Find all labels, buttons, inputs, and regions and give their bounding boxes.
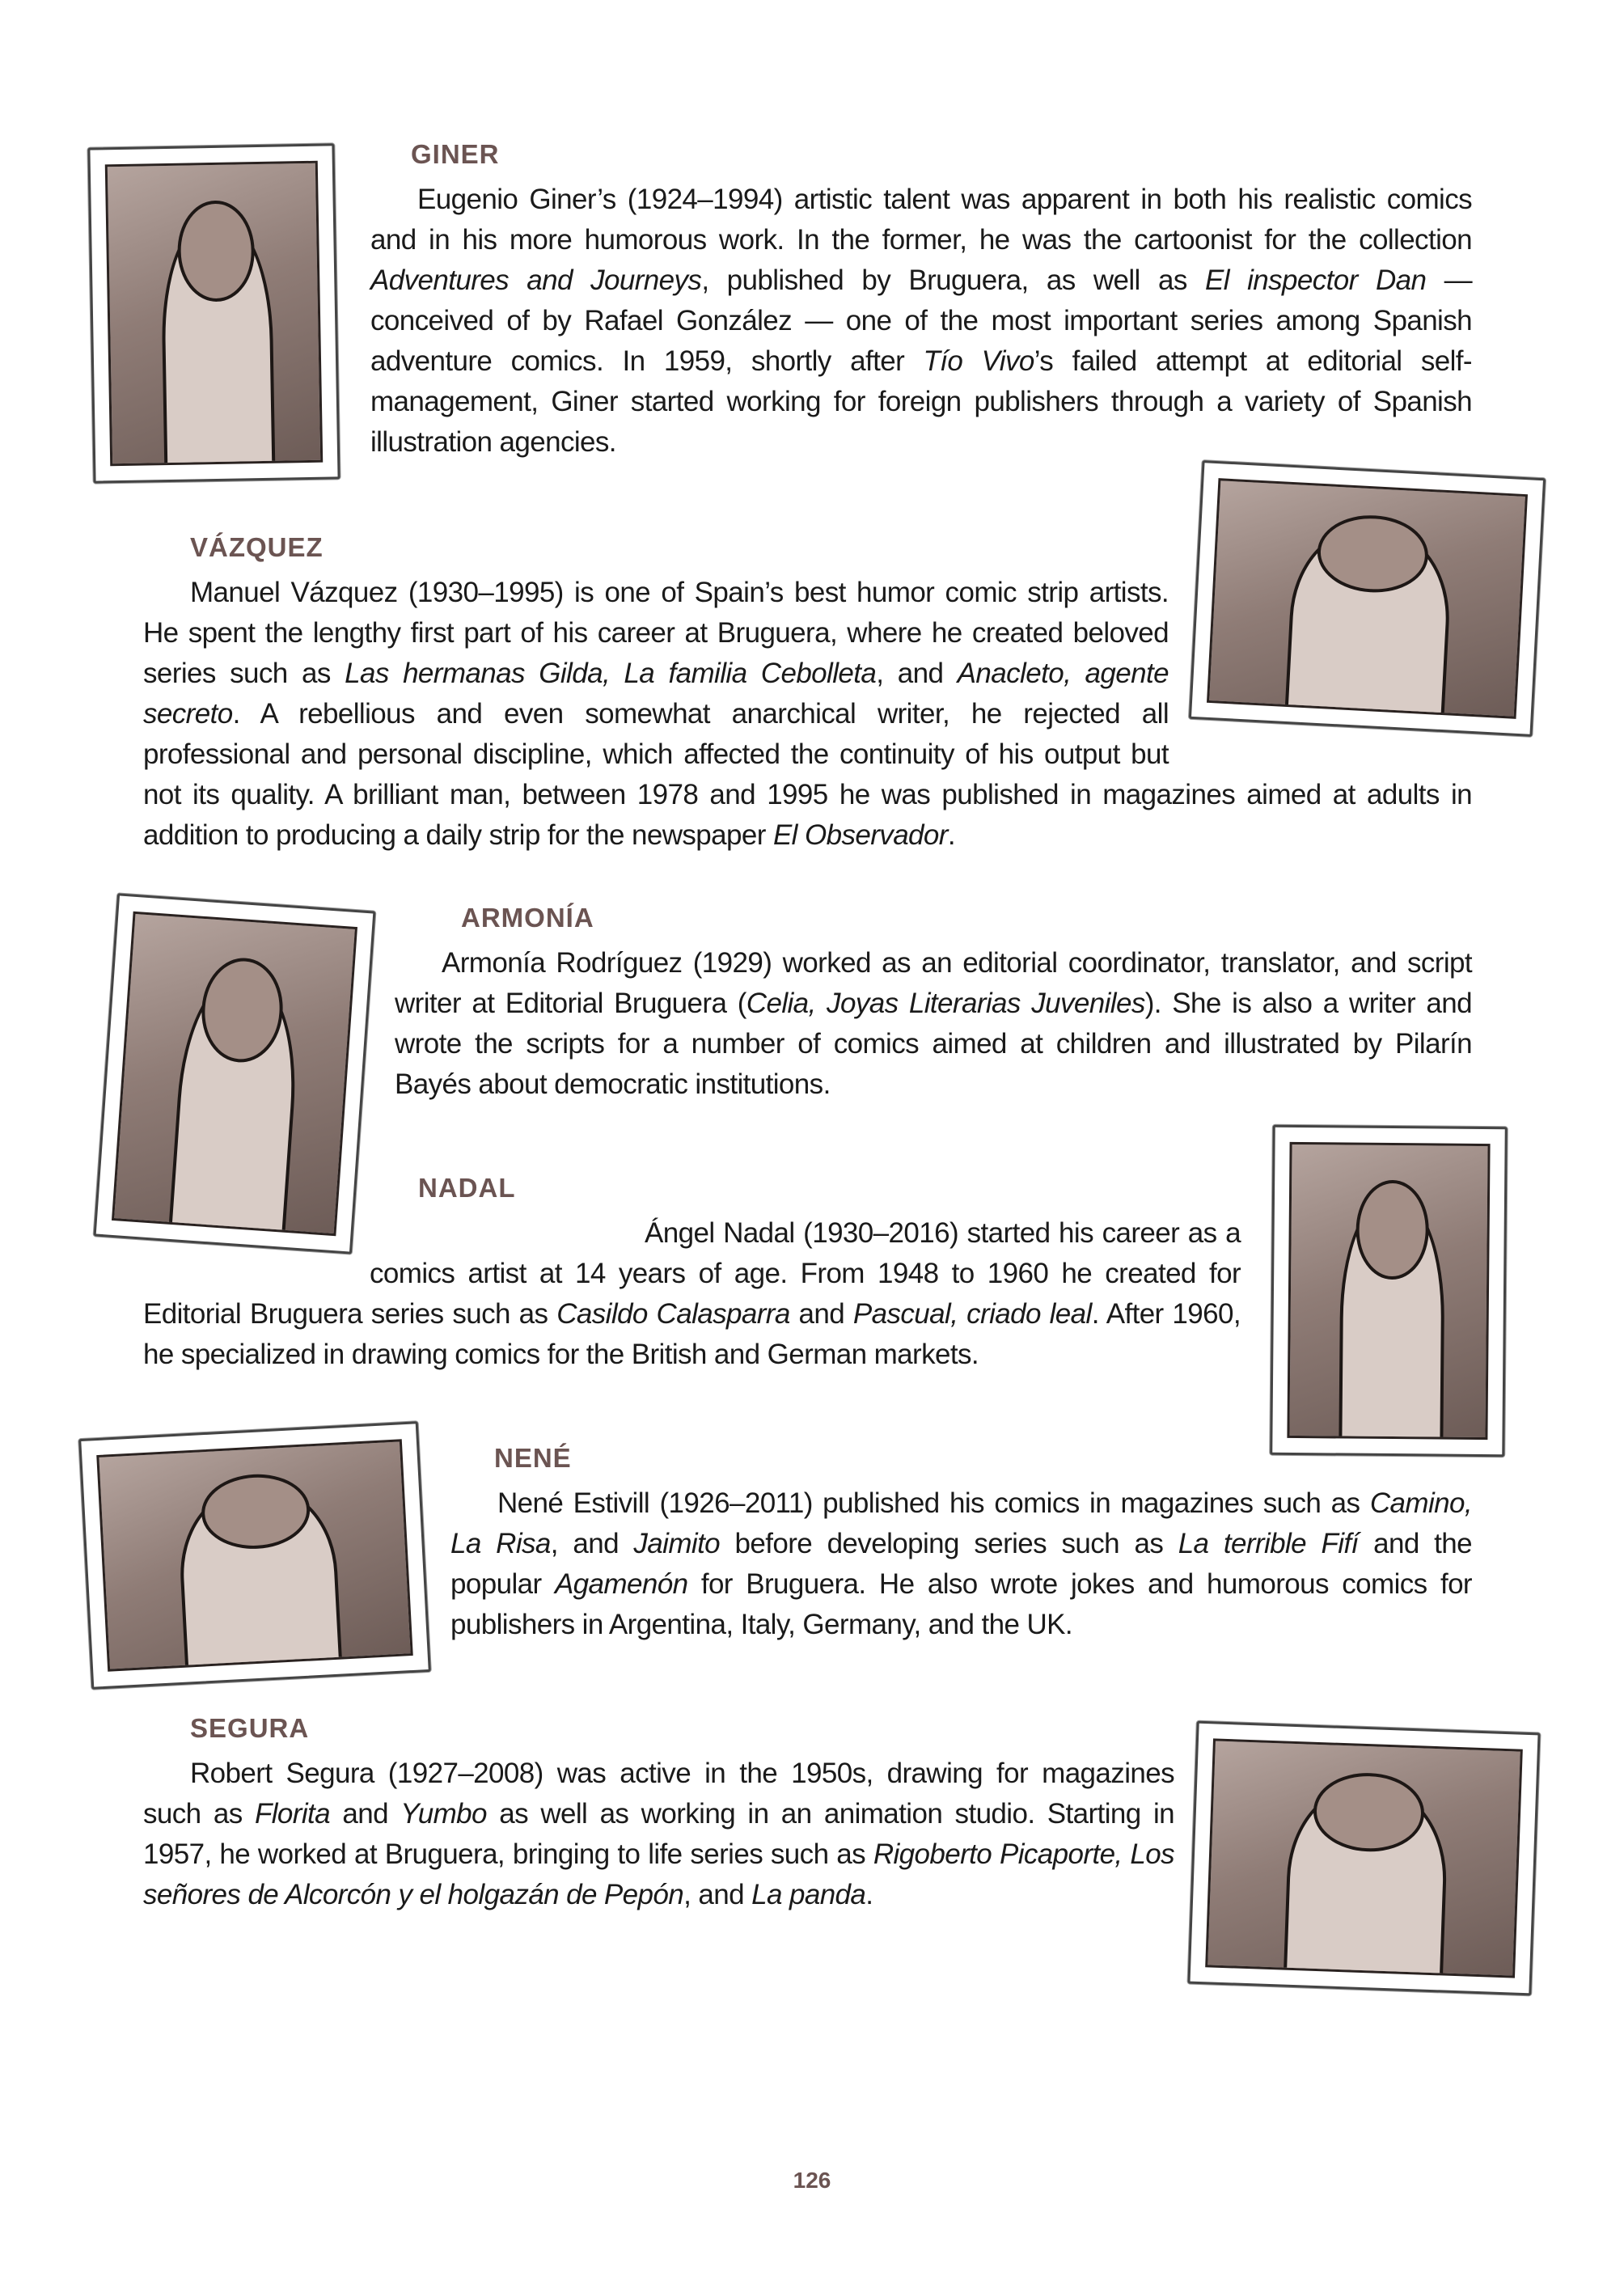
text-run: and <box>330 1798 401 1830</box>
text-run: . <box>865 1879 873 1910</box>
text-run: Manuel Vázquez (1930–1995) is one of Spain’s best humor comic strip artists. He spent the lengthy first part of his career at Bruguera, where he created beloved series such as <box>143 577 1169 689</box>
italic-title: Yumbo <box>400 1798 487 1830</box>
text-run: Eugenio Giner’s (1924–1994) artistic talent was apparent in both his realistic comics and in his more humorous work. In the former, he was the cartoonist for the collection <box>370 184 1472 256</box>
text-run: — conceived of by Rafael González — one of the most important series among Spanish adventure comics. In 1959, shortly after <box>370 264 1472 377</box>
text-run: ). She is also a writer and wrote the scripts for a number of comics aimed at children and illustrated by Pilarín Bayés about democratic institutions. <box>395 988 1472 1100</box>
section-segura <box>143 1713 1174 1915</box>
text-run: , and <box>550 1528 634 1559</box>
page-number: 126 <box>793 2168 831 2193</box>
italic-title: Anacleto, agente secreto <box>143 658 1169 730</box>
text-run: Ángel Nadal (1930–2016) started his career as a comics artist at 14 years of age. From 1948 to 1960 he created for Editorial Bruguera series such as <box>143 1217 1241 1330</box>
text-run: before developing series such as <box>720 1528 1178 1559</box>
italic-title: Tío Vivo <box>923 345 1034 377</box>
text-run: Armonía Rodríguez (1929) worked as an editorial coordinator, translator, and script writer at Editorial Bruguera ( <box>395 947 1472 1019</box>
italic-title: Pascual, criado leal <box>852 1298 1092 1330</box>
section-armonia <box>395 903 1472 1105</box>
photo-giner <box>87 143 340 483</box>
text-run: . After 1960, he specialized in drawing comics for the British and German markets. <box>143 1298 1241 1370</box>
section-paragraph <box>395 943 1472 1105</box>
italic-title: Camino, La Risa <box>450 1487 1472 1559</box>
italic-title: Florita <box>254 1798 331 1830</box>
section-heading: NADAL <box>418 1173 516 1203</box>
section-vazquez <box>143 532 1472 856</box>
section-nadal <box>143 1173 1241 1375</box>
text-run: Nené Estivill (1926–2011) published his comics in magazines such as <box>497 1487 1370 1519</box>
section-heading: SEGURA <box>190 1713 310 1743</box>
italic-title: Celia, Joyas Literarias Juveniles <box>746 988 1145 1019</box>
text-run: . <box>947 819 955 851</box>
section-heading: VÁZQUEZ <box>190 532 324 562</box>
text-run: and the popular <box>450 1528 1473 1600</box>
italic-title: Casildo Calasparra <box>556 1298 790 1330</box>
italic-title: Jaimito <box>633 1528 721 1559</box>
photo-nadal <box>1270 1125 1508 1457</box>
section-heading: ARMONÍA <box>461 903 594 933</box>
italic-title: Agamenón <box>554 1568 688 1600</box>
text-run: ’s failed attempt at editorial self-management, Giner started working for foreign publishers through a variety of Spanish illustration agencies. <box>370 345 1472 458</box>
photo-nene <box>78 1421 431 1690</box>
section-paragraph <box>450 1483 1472 1645</box>
text-run: , and <box>683 1879 752 1910</box>
section-giner <box>370 139 1472 463</box>
italic-title: Adventures and Journeys <box>370 264 702 296</box>
text-run: for Bruguera. He also wrote jokes and humorous comics for publishers in Argentina, Italy, Germany, and the UK. <box>450 1568 1472 1640</box>
text-run: and <box>789 1298 853 1330</box>
text-run: , and <box>876 658 958 689</box>
section-paragraph <box>370 180 1472 463</box>
italic-title: Rigoberto Picaporte, Los señores de Alcorcón y el holgazán de Pepón <box>143 1838 1174 1910</box>
italic-title: Las hermanas Gilda, La familia Cebolleta <box>345 658 877 689</box>
section-heading: NENÉ <box>494 1443 572 1473</box>
section-heading: GINER <box>411 139 500 169</box>
photo-segura <box>1187 1721 1540 1996</box>
text-run: Robert Segura (1927–2008) was active in the 1950s, drawing for magazines such as <box>143 1758 1174 1830</box>
text-run: , published by Bruguera, as well as <box>701 264 1205 296</box>
section-paragraph <box>143 1213 1241 1375</box>
text-run: . A rebellious and even somewhat anarchical writer, he rejected all professional and personal discipline, which affected the continuity of his output but not its quality. A brilliant man, between 1978 and 1995 he was published in magazines aimed at adults in addition to producing a daily strip for the newspaper <box>143 698 1472 851</box>
italic-title: El Observador <box>772 819 948 851</box>
section-nene <box>450 1443 1472 1645</box>
text-run: as well as working in an animation studio. Starting in 1957, he worked at Bruguera, bringing to life series such as <box>143 1798 1174 1870</box>
italic-title: La panda <box>751 1879 866 1910</box>
section-paragraph <box>143 1754 1174 1915</box>
italic-title: La terrible Fifí <box>1178 1528 1359 1559</box>
italic-title: El inspector Dan <box>1204 264 1427 296</box>
